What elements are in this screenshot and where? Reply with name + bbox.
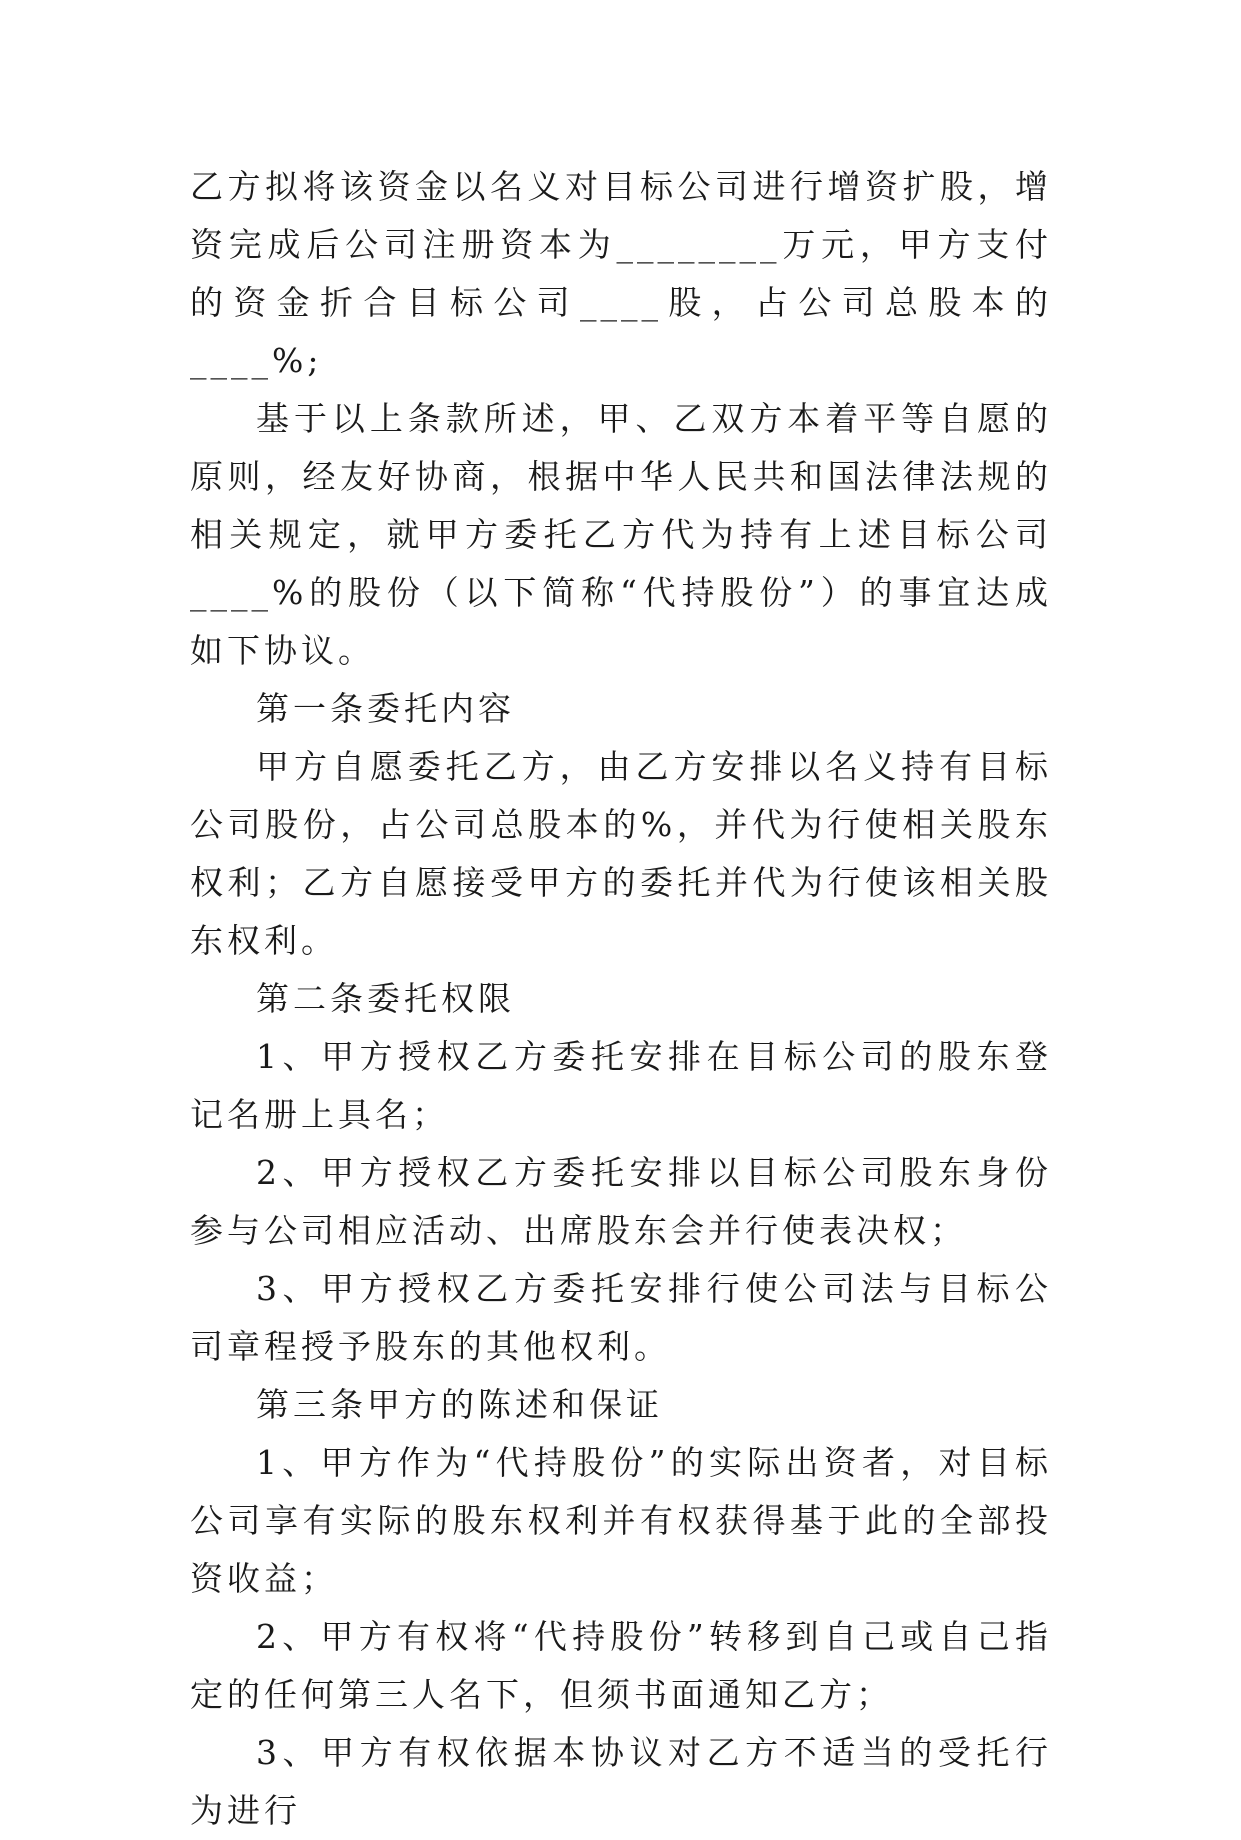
list-item-article-3-3: 3、甲方有权依据本协议对乙方不适当的受托行为进行 — [190, 1733, 1052, 1830]
paragraph-article-1-content: 甲方自愿委托乙方，由乙方安排以名义持有目标公司股份，占公司总股本的%，并代为行使相关股东权利；乙方自愿接受甲方的委托并代为行使该相关股东权利。 — [190, 747, 1052, 960]
list-item-article-2-1: 1、甲方授权乙方委托安排在目标公司的股东登记名册上具名； — [190, 1037, 1052, 1134]
list-item-article-3-1: 1、甲方作为“代持股份”的实际出资者，对目标公司享有实际的股东权利并有权获得基于此的全部投资收益； — [190, 1443, 1052, 1598]
list-item-article-2-3: 3、甲方授权乙方委托安排行使公司法与目标公司章程授予股东的其他权利。 — [190, 1269, 1052, 1366]
heading-article-3: 第三条甲方的陈述和保证 — [256, 1385, 663, 1424]
paragraph-capital-increase: 乙方拟将该资金以名义对目标公司进行增资扩股，增资完成后公司注册资本为________万元，甲方支付的资金折合目标公司____股，占公司总股本的____%; — [190, 167, 1052, 380]
paragraph-agreement-basis: 基于以上条款所述，甲、乙双方本着平等自愿的原则，经友好协商，根据中华人民共和国法律法规的相关规定，就甲方委托乙方代为持有上述目标公司____%的股份（以下简称“代持股份”）的事宜达成如下协议。 — [190, 399, 1052, 670]
list-item-article-3-2: 2、甲方有权将“代持股份”转移到自己或自己指定的任何第三人名下，但须书面通知乙方； — [190, 1617, 1052, 1714]
list-item-article-2-2: 2、甲方授权乙方委托安排以目标公司股东身份参与公司相应活动、出席股东会并行使表决权； — [190, 1153, 1052, 1250]
heading-article-2: 第二条委托权限 — [256, 979, 515, 1018]
heading-article-1: 第一条委托内容 — [256, 689, 515, 728]
document-body — [190, 158, 1052, 1840]
